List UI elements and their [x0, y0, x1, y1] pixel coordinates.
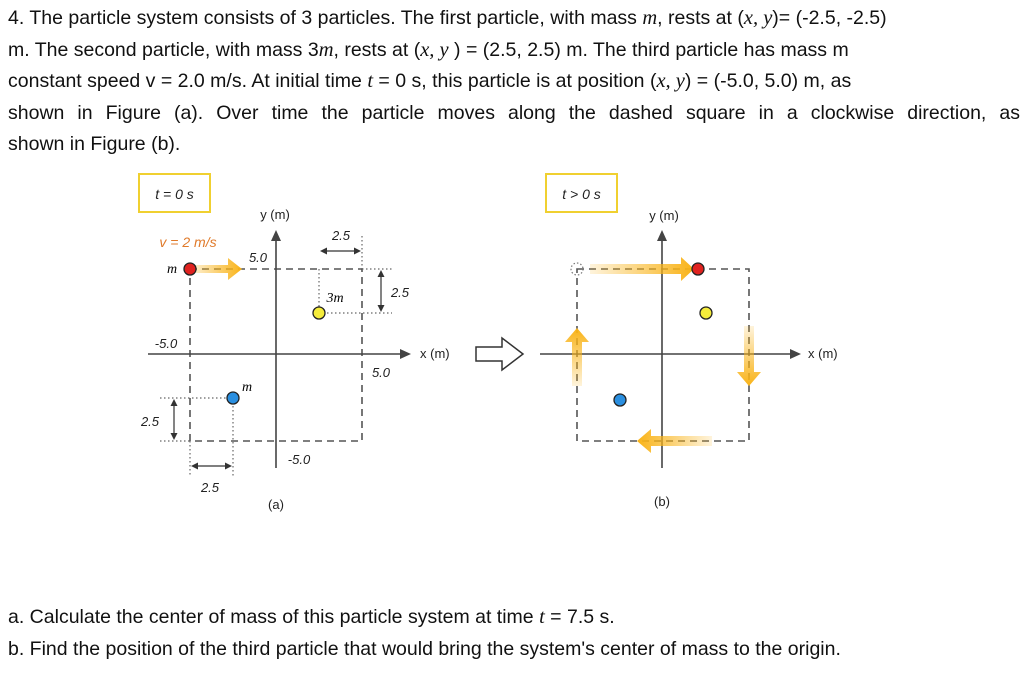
particle-third-red-b: [692, 263, 704, 275]
x-axis-arrowhead-icon: [790, 349, 801, 359]
problem-line-4: shown in Figure (a). Over time the particle moves along the dashed square in a clockwise direction, as: [8, 101, 1020, 124]
y-axis-arrowhead-icon: [271, 230, 281, 241]
mass-label-m-bottom: m: [241, 380, 253, 395]
dim-arrow-icon: [171, 433, 178, 440]
dim-arrow-icon: [378, 270, 385, 277]
dim-arrow-icon: [191, 463, 198, 470]
math-t: t: [539, 606, 545, 628]
y-axis-label-b: y (m): [649, 208, 679, 223]
particle-3m-yellow: [313, 307, 325, 319]
particle-m-blue-b: [614, 394, 626, 406]
figure-b: [540, 174, 838, 509]
dim-top-label: 2.5: [331, 228, 351, 243]
caption-b: (b): [654, 494, 670, 509]
text-run: a. Calculate the center of mass of this particle system at time: [8, 606, 540, 628]
particle-m-blue: [227, 392, 239, 404]
velocity-label: v = 2 m/s: [159, 234, 217, 250]
dim-right-label: 2.5: [390, 285, 410, 300]
text-run: m. The second particle, with mass 3: [8, 38, 319, 61]
problem-line-5: shown in Figure (b).: [8, 133, 181, 155]
dim-arrow-icon: [171, 399, 178, 406]
y-axis-arrowhead-icon: [657, 230, 667, 241]
question-b: b. Find the position of the third particle that would bring the system's center of mass to the origin.: [8, 638, 841, 660]
text-run: , rests at (: [657, 7, 744, 29]
caption-a: (a): [268, 497, 284, 512]
math-xy: x, y: [420, 38, 449, 61]
x-tick-pos-5: 5.0: [371, 365, 391, 380]
text-run: 4. The particle system consists of 3 particles. The first particle, with mass: [8, 7, 643, 29]
dim-arrow-icon: [354, 248, 361, 255]
velocity-arrow: [190, 258, 242, 280]
dashed-square-path-b: [577, 269, 749, 441]
dim-bottom-label: 2.5: [200, 480, 220, 495]
questions: [8, 601, 1020, 665]
math-xy: x, y: [656, 70, 685, 92]
text-run: )= (-2.5, -2.5): [772, 7, 887, 29]
text-run: = 0 s, this particle is at position (: [373, 70, 657, 92]
mass-label-3m: 3m: [326, 291, 344, 306]
text-run: ) = (2.5, 2.5) m. The third particle has mass m: [448, 38, 849, 61]
y-tick-5: 5.0: [248, 250, 268, 265]
motion-arrow-right: [590, 257, 694, 281]
x-axis-label-a: x (m): [420, 346, 450, 361]
math-t: t: [367, 70, 374, 92]
mass-label-m-top: m: [166, 262, 178, 277]
motion-arrow-up: [565, 328, 589, 386]
dim-arrow-icon: [320, 248, 327, 255]
math-m: m: [318, 38, 334, 61]
math-m: m: [642, 7, 658, 29]
motion-arrow-down: [737, 326, 761, 386]
text-run: constant speed v = 2.0 m/s. At initial time: [8, 70, 368, 92]
transition-arrow-icon: [476, 338, 523, 370]
time-box-a-label: t = 0 s: [155, 186, 194, 202]
text-run: = 7.5 s.: [544, 606, 615, 628]
dim-arrow-icon: [225, 463, 232, 470]
y-tick-neg-5: -5.0: [287, 452, 311, 467]
x-tick-neg-5: -5.0: [154, 336, 178, 351]
x-axis-arrowhead-icon: [400, 349, 411, 359]
particle-3m-yellow-b: [700, 307, 712, 319]
x-axis-label-b: x (m): [808, 346, 838, 361]
dim-left-label: 2.5: [140, 414, 160, 429]
text-run: , rests at (: [333, 38, 421, 61]
particle-third-red: [184, 263, 196, 275]
dim-arrow-icon: [378, 305, 385, 312]
motion-arrow-left: [637, 429, 712, 453]
time-box-b-label: t > 0 s: [562, 186, 601, 202]
y-axis-label-a: y (m): [260, 207, 290, 222]
math-xy: x, y: [743, 7, 773, 29]
question-a: [8, 601, 1020, 633]
text-run: ) = (-5.0, 5.0) m, as: [684, 70, 852, 92]
figure-a: [139, 174, 450, 512]
